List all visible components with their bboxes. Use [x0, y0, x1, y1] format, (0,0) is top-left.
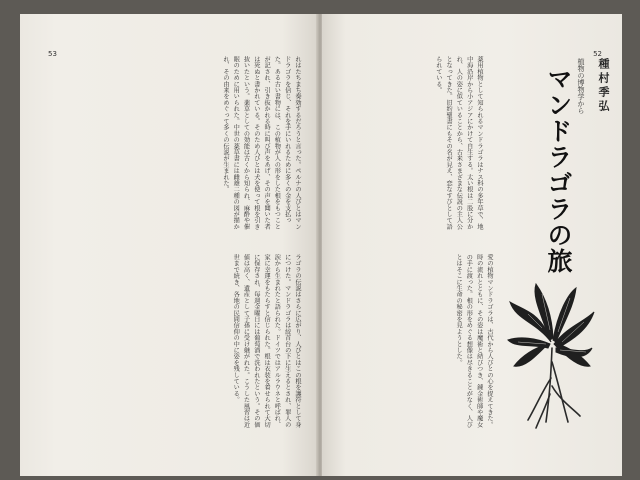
- book-spread: [20, 14, 622, 476]
- left-page-upper-text: れはたちまち奏効するだろうと言った。ペルナの人びとはマンドラゴラを信じ、それを手にいれるために多くの金を支払った。ある古い書物には、この植物が人の形をした根をもつことが記され、引き抜かれる時に叫び声をあげ、その声を聞いた者は死ぬと書かれている。そのため人びとは犬を使って根を引き抜いたという。薬草としての効能は古くから知られ、麻酔や催眠のために用いられた。中世の薬草書には雌雄二種の図が描かれ、その由来をめぐって多くの伝説が生まれた。: [221, 56, 301, 230]
- right-page-lower-text: 愛の植物マンドラゴラは、古代から人びとの心を捉えてきた。時の流れとともに、その姿は魔術と結びつき、錬金術師や魔女の手に渡った。根の形をめぐる想像は尽きることがなく、人びとはそこに生命の秘密を見ようとした。: [455, 254, 493, 428]
- article-title: マンドラゴラの旅: [544, 66, 573, 274]
- right-page-number: 52: [593, 50, 602, 58]
- right-page: [322, 14, 622, 476]
- left-page: [20, 14, 318, 476]
- left-page-lower-text: ラゴラの伝説はさらに広がり、人びとはこの根を護符として身につけた。マンドラゴラは絞首台の下に生えるとされ、罪人の涙から生まれたと語られた。ドイツではアルラウネと呼ばれ、家に幸運をもたらすと信じられた。根は衣装を着せられて大切に保存され、毎週金曜日には葡萄酒で洗われたという。その価値は高く、遺産として子孫に受け継がれた。こうした風習は近世まで続き、各地の民間信仰の中に姿を残している。: [232, 254, 301, 428]
- running-head: 植物の博物学から: [577, 58, 585, 114]
- mandrake-plant-illustration: [506, 282, 596, 432]
- article-author: 種村季弘: [597, 58, 610, 114]
- left-page-number: 53: [48, 50, 57, 58]
- right-page-upper-text: 薬用植物として知られるマンドラゴラはナス科の多年草で、地中海沿岸から小アジアにかけて自生する。太い根は二股に分かれ、人の姿に似ていることから、古来さまざまな伝説の主人公となってきた。旧約聖書にもその名が見え、恋なすびとして語られている。: [434, 56, 483, 230]
